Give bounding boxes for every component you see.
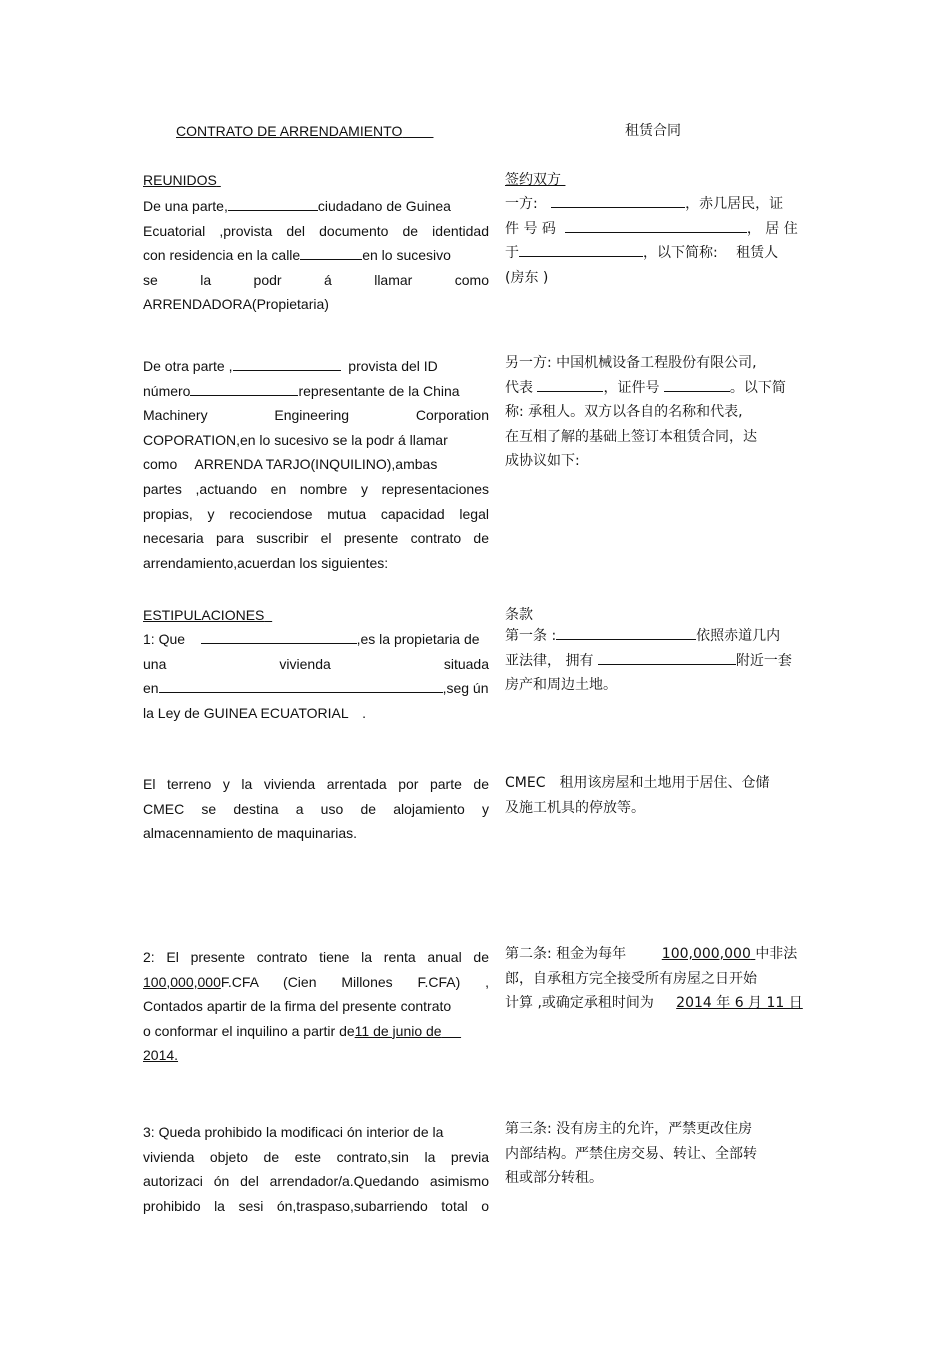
text-line: 亚法律， 拥有 附近一套	[505, 649, 811, 674]
text-line: (房东 )	[505, 269, 549, 286]
text-line: 郎，自承租方完全接受所有房屋之日开始	[505, 970, 757, 987]
text-line: ARRENDADORA(Propietaria)	[143, 296, 329, 313]
text-line: 第二条: 租金为每年 100,000,000 中非法	[505, 946, 798, 962]
text-line: De otra parte , provista del ID	[143, 358, 438, 374]
text-line: necesaria para suscribir el presente contrato de	[143, 530, 489, 547]
clause-2-es	[143, 945, 489, 1068]
text-line: 1: Que ,es la propietaria de	[143, 631, 480, 647]
text-line: Machinery Engineering Corporation	[143, 407, 489, 424]
text-line: 在互相了解的基础上签订本租赁合同，达	[505, 428, 757, 445]
text-line: 及施工机具的停放等。	[505, 799, 645, 816]
text-line: número representante de la China	[143, 382, 460, 399]
text-line: en ,seg ún	[143, 680, 489, 697]
blank-field	[551, 193, 685, 208]
otra-parte-text-es	[143, 354, 489, 575]
blank-field	[233, 356, 341, 371]
clause-3-es	[143, 1120, 489, 1218]
text-line: partes ,actuando en nombre y representaciones	[143, 480, 489, 497]
text-line: 一方: ，赤几居民，证	[505, 192, 811, 217]
text-line: Ecuatorial ,provista del documento de identidad	[143, 222, 489, 239]
clause-1-zh	[505, 624, 811, 698]
estipulaciones-heading-es: ESTIPULACIONES	[143, 607, 265, 623]
clause-3-zh	[505, 1117, 811, 1191]
blank-field	[598, 650, 736, 665]
text-line: 另一方: 中国机械设备工程股份有限公司,	[505, 355, 757, 371]
text-line: CMEC 租用该房屋和土地用于居住、仓储	[505, 775, 770, 791]
text-line: o conformar el inquilino a partir de11 de junio de	[143, 1022, 442, 1039]
blank-field	[537, 377, 603, 392]
text-line: una vivienda situada	[143, 655, 489, 672]
estipulaciones-heading-zh: 条款	[505, 607, 533, 623]
blank-field	[664, 377, 730, 392]
text-line: almacennamiento de maquinarias.	[143, 825, 358, 842]
text-line: 成协议如下:	[505, 453, 580, 470]
text-line: 内部结构。严禁住房交易、转让、全部转	[505, 1145, 757, 1162]
text-line: 称: 承租人。双方以各自的名称和代表,	[505, 404, 743, 421]
text-line: 2014.	[143, 1047, 179, 1064]
clause-1-es	[143, 627, 489, 725]
text-line: 件 号 码 ， 居 住	[505, 217, 811, 242]
text-line: CMEC se destina a uso de alojamiento y	[143, 800, 489, 817]
clause-2-zh	[505, 942, 811, 1016]
reunidos-heading-es: REUNIDOS	[143, 172, 217, 188]
text-line: 房产和周边土地。	[505, 677, 617, 694]
blank-field	[190, 381, 298, 396]
text-line: la Ley de GUINEA ECUATORIAL .	[143, 704, 367, 721]
text-line: con residencia en la calle en lo sucesivo	[143, 247, 451, 264]
blank-field	[565, 218, 747, 233]
text-line: 租或部分转租。	[505, 1170, 603, 1187]
text-line: 2: El presente contrato tiene la renta anual de	[143, 949, 489, 965]
text-line: 计算 ,或确定承租时间为 2014 年 6 月 11 日	[505, 995, 803, 1012]
text-line: arrendamiento,acuerdan los siguientes:	[143, 554, 389, 571]
text-line: El terreno y la vivienda arrentada por parte de	[143, 776, 489, 792]
clause-1b-es	[143, 772, 489, 846]
text-line: prohibido la sesi ón,traspaso,subarriendo total o	[143, 1197, 489, 1214]
blank-field	[228, 196, 318, 211]
blank-field	[556, 625, 696, 640]
blank-field	[201, 629, 357, 644]
text-line: COPORATION,en lo sucesivo se la podr á llamar	[143, 431, 448, 448]
text-line: se la podr á llamar como	[143, 271, 489, 288]
clause-1b-zh	[505, 771, 811, 820]
text-line: De una parte, ciudadano de Guinea	[143, 198, 451, 214]
text-line: 第一条 : 依照赤道几内	[505, 624, 811, 649]
text-line: 代表 ，证件号 。以下简	[505, 376, 811, 401]
text-line: autorizaci ón del arrendador/a.Quedando asimismo	[143, 1173, 489, 1190]
title-es: CONTRATO DE ARRENDAMIENTO	[176, 123, 403, 139]
reunidos-text-es	[143, 194, 489, 317]
reunidos-heading-zh: 签约双方	[505, 172, 561, 188]
blank-field	[300, 245, 362, 260]
text-line: 于 ，以下简称: 租赁人	[505, 241, 811, 266]
reunidos-text-zh	[505, 192, 811, 290]
title-zh: 租赁合同	[625, 123, 681, 139]
blank-field	[159, 678, 443, 693]
blank-field	[519, 242, 643, 257]
text-line: 100,000,000F.CFA (Cien Millones F.CFA) ,	[143, 973, 489, 990]
text-line: 第三条: 没有房主的允许，严禁更改住房	[505, 1121, 753, 1137]
text-line: vivienda objeto de este contrato,sin la previa	[143, 1148, 489, 1165]
text-line: 3: Queda prohibido la modificaci ón interior de la	[143, 1124, 444, 1140]
text-line: propias, y recociendose mutua capacidad legal	[143, 505, 489, 522]
text-line: Contados apartir de la firma del presente contrato	[143, 998, 452, 1015]
otra-parte-text-zh	[505, 351, 811, 474]
text-line: como ARRENDA TARJO(INQUILINO),ambas	[143, 456, 438, 473]
